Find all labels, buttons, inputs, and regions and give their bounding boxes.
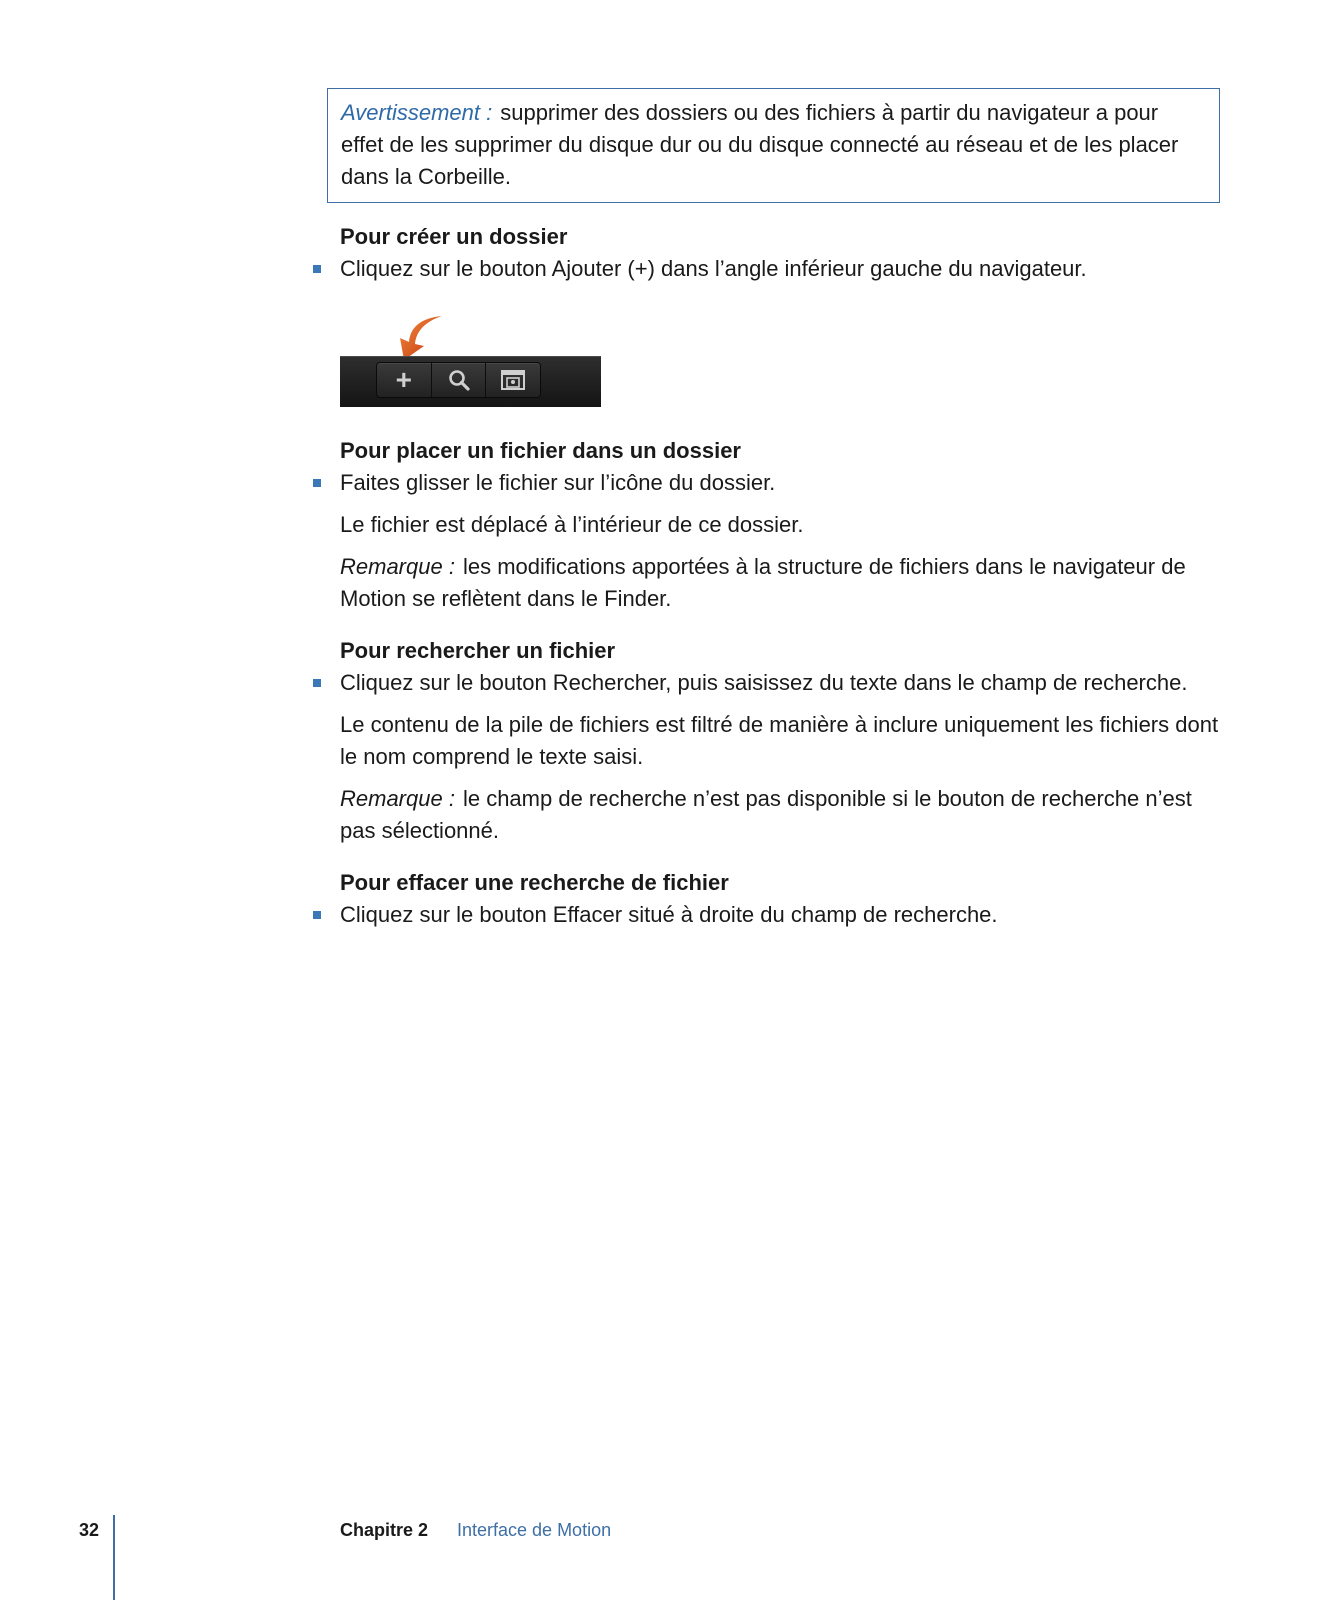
note-text: les modifications apportées à la structure de fichiers dans le navigateur de Motion se reflètent dans le Finder. xyxy=(340,554,1186,611)
bullet-text: Cliquez sur le bouton Effacer situé à droite du champ de recherche. xyxy=(340,902,998,927)
bullet-icon xyxy=(313,265,321,273)
search-icon xyxy=(447,368,471,392)
add-button[interactable] xyxy=(377,363,432,397)
add-icon: + xyxy=(395,364,413,395)
bullet-text: Faites glisser le fichier sur l’icône du dossier. xyxy=(340,470,776,495)
footer-divider xyxy=(113,1515,115,1600)
paragraph: Le contenu de la pile de fichiers est filtré de manière à inclure uniquement les fichiers dont le nom comprend le texte saisi. xyxy=(340,712,1219,769)
warning-box xyxy=(327,88,1220,203)
bullet-icon xyxy=(313,911,321,919)
section-heading-search-file: Pour rechercher un fichier xyxy=(340,638,616,663)
warning-text: supprimer des dossiers ou des fichiers à partir du navigateur a pour effet de les supprimer du disque dur ou du disque connecté au réseau et de les placer dans la Corbeille. xyxy=(341,100,1179,189)
paragraph: Le fichier est déplacé à l’intérieur de ce dossier. xyxy=(340,512,804,537)
note-paragraph xyxy=(340,551,1220,615)
preview-button[interactable] xyxy=(486,363,540,397)
page-number: 32 xyxy=(79,1520,100,1540)
preview-icon xyxy=(500,368,526,392)
browser-toolbar xyxy=(340,356,601,407)
bullet-text: Cliquez sur le bouton Rechercher, puis saisissez du texte dans le champ de recherche. xyxy=(340,670,1188,695)
warning-label: Avertissement : xyxy=(341,100,493,125)
section-heading-create-folder: Pour créer un dossier xyxy=(340,224,568,249)
toolbar-button-group xyxy=(376,362,541,398)
footer-chapter: Chapitre 2 xyxy=(340,1520,429,1540)
note-label: Remarque : xyxy=(340,554,455,579)
bullet-icon xyxy=(313,679,321,687)
section-heading-clear-search: Pour effacer une recherche de fichier xyxy=(340,870,729,895)
note-text: le champ de recherche n’est pas disponible si le bouton de recherche n’est pas sélectionné. xyxy=(340,786,1192,843)
note-paragraph xyxy=(340,783,1220,847)
section-heading-place-file: Pour placer un fichier dans un dossier xyxy=(340,438,741,463)
note-label: Remarque : xyxy=(340,786,455,811)
bullet-icon xyxy=(313,479,321,487)
bullet-text: Cliquez sur le bouton Ajouter (+) dans l’angle inférieur gauche du navigateur. xyxy=(340,256,1087,281)
footer-chapter-title: Interface de Motion xyxy=(457,1520,612,1540)
search-button[interactable] xyxy=(432,363,487,397)
